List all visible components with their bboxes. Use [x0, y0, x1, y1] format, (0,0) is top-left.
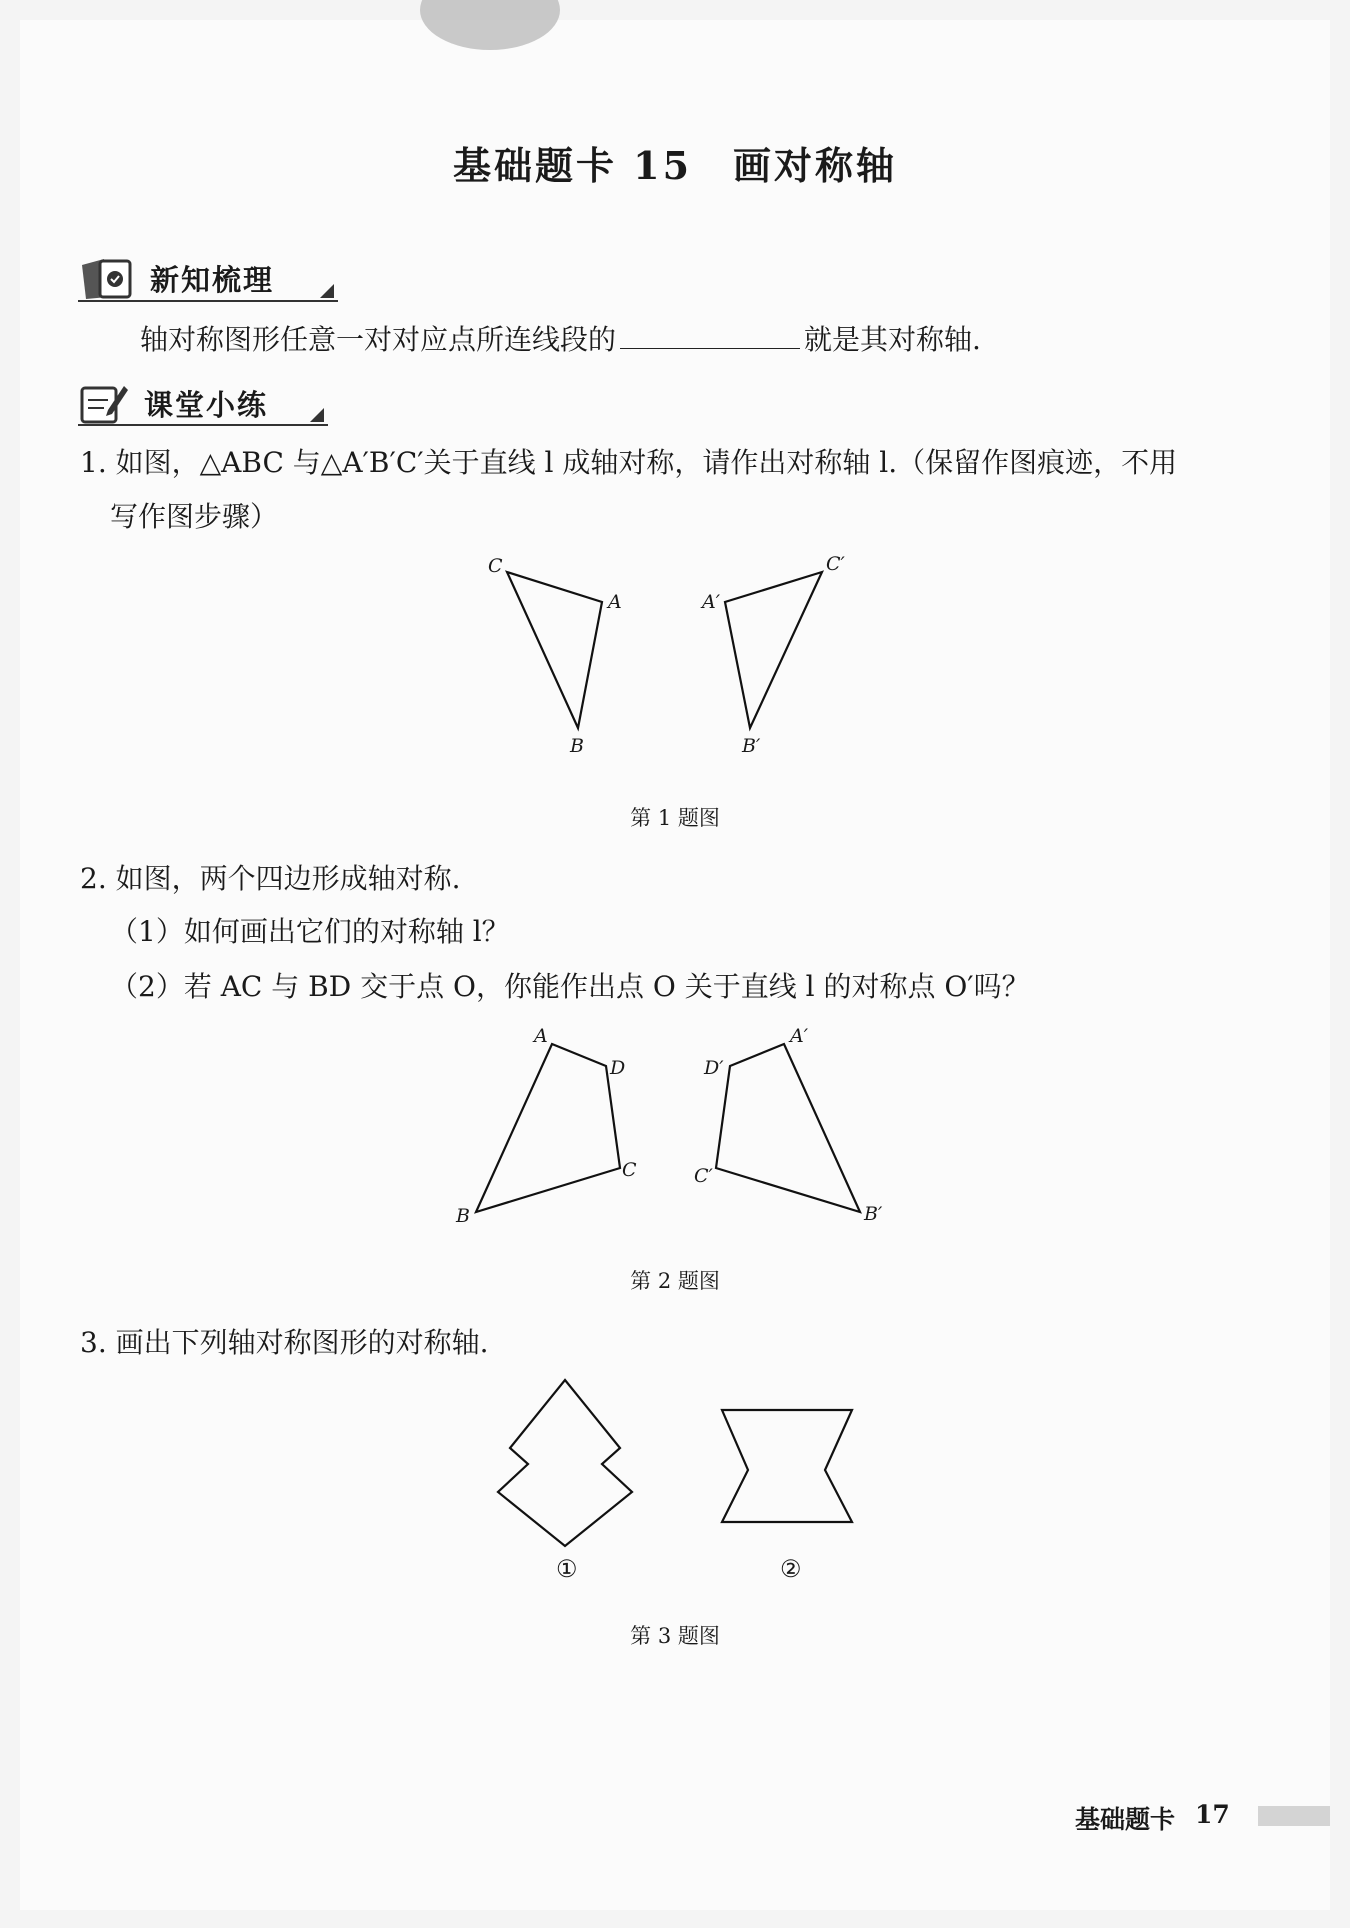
quadrilateral-a2b2c2d2: [716, 1044, 860, 1212]
knowledge-sentence: [140, 322, 981, 357]
shape-2-hourglass: [722, 1410, 852, 1522]
triangle-abc: [507, 572, 602, 728]
footer-label: 基础题卡: [1074, 1805, 1175, 1834]
label-b: B: [456, 1205, 470, 1227]
section-corner-mark: [310, 408, 324, 422]
question-2-line-1: 2. 如图，两个四边形成轴对称.: [80, 862, 461, 895]
section-underline: [78, 424, 328, 426]
triangle-a2b2c2: [725, 572, 822, 728]
section-title: 课堂小练: [144, 387, 269, 422]
label-b: B: [570, 735, 584, 757]
label-c-prime: C′: [694, 1165, 713, 1187]
sentence-end: 就是其对称轴.: [804, 323, 981, 356]
label-b-prime: B′: [864, 1203, 883, 1225]
label-a: A: [534, 1025, 548, 1047]
label-c-prime: C′: [826, 553, 845, 575]
footer-bar: [1258, 1806, 1330, 1826]
page-number: 17: [1195, 1800, 1230, 1829]
question-2-line-3: （2）若 AC 与 BD 交于点 O，你能作出点 O 关于直线 l 的对称点 O′吗？: [110, 970, 1030, 1003]
fill-blank[interactable]: [620, 322, 800, 349]
question-1-line-1: 1. 如图，△ABC 与△A′B′C′关于直线 l 成轴对称，请作出对称轴 l.（保留作图痕迹，不用: [80, 446, 1178, 479]
figure-2-caption: 第 2 题图: [630, 1269, 720, 1293]
label-d-prime: D′: [704, 1057, 724, 1079]
shape-1-arrow: [498, 1380, 632, 1546]
figure-1-caption: 第 1 题图: [630, 806, 720, 830]
label-a: A: [608, 591, 622, 613]
section-title: 新知梳理: [150, 262, 275, 297]
label-d: D: [610, 1057, 626, 1079]
question-2-line-2: （1）如何画出它们的对称轴 l？: [110, 915, 510, 948]
page-title: 基础题卡 15 画对称轴: [452, 143, 898, 188]
quadrilateral-abcd: [476, 1044, 620, 1212]
sentence-start: 轴对称图形任意一对对应点所连线段的: [140, 323, 617, 356]
section-header-new-knowledge: [78, 255, 274, 301]
figure-3-caption: 第 3 题图: [630, 1624, 720, 1648]
figure-3-shapes: [480, 1370, 880, 1550]
label-b-prime: B′: [742, 735, 761, 757]
label-a-prime: A′: [790, 1025, 809, 1047]
shape-2-marker: ②: [780, 1555, 802, 1583]
label-c: C: [622, 1159, 637, 1181]
label-c: C: [488, 555, 503, 577]
section-underline: [78, 300, 338, 302]
figure-2-quadrilaterals: [440, 1020, 900, 1240]
pencil-notebook-icon: [78, 380, 130, 426]
question-3-line-1: 3. 画出下列轴对称图形的对称轴.: [80, 1326, 489, 1359]
notebook-icon: [78, 255, 136, 301]
shape-1-marker: ①: [556, 1555, 578, 1583]
question-1-line-2: 写作图步骤）: [110, 500, 279, 533]
figure-1-triangles: [470, 550, 870, 770]
label-a-prime: A′: [702, 591, 721, 613]
section-corner-mark: [320, 284, 334, 298]
section-header-practice: [78, 380, 268, 426]
